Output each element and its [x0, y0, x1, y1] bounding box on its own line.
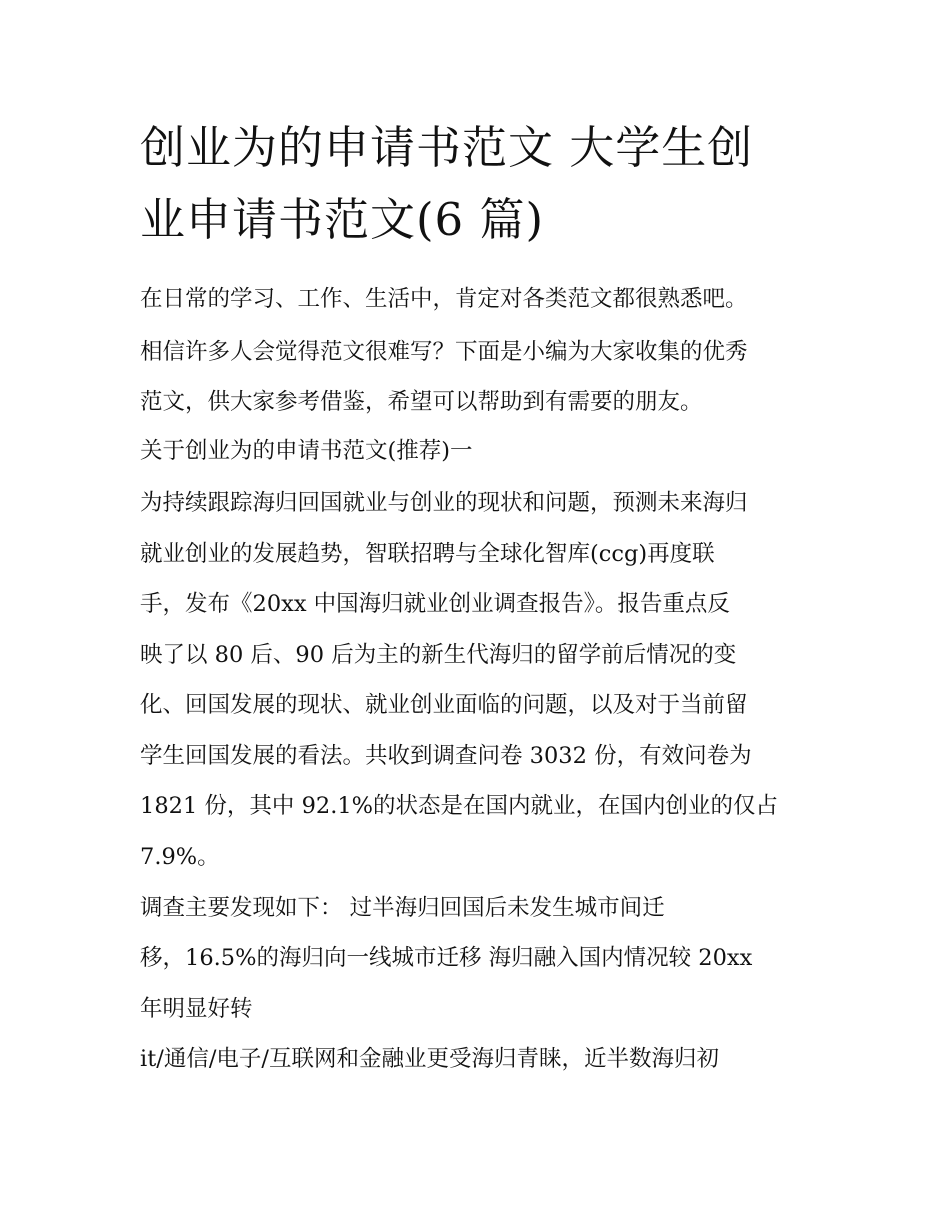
body-line: 映了以 80 后、90 后为主的新生代海归的留学前后情况的变 — [140, 642, 737, 668]
body-line: 化、回国发展的现状、就业创业面临的问题，以及对于当前留 — [140, 692, 748, 718]
body-line: 1821 份，其中 92.1%的状态是在国内就业，在国内创业的仅占 — [140, 793, 779, 819]
body-line: 在日常的学习、工作、生活中，肯定对各类范文都很熟悉吧。 — [140, 286, 748, 312]
document-title — [140, 112, 830, 256]
body-line: it/通信/电子/互联网和金融业更受海归青睐，近半数海归初 — [140, 1046, 719, 1072]
body-line: 调查主要发现如下： 过半海归回国后未发生城市间迁 — [140, 895, 665, 921]
body-line: 学生回国发展的看法。共收到调查问卷 3032 份，有效问卷为 — [140, 743, 752, 769]
title-line-2: 业申请书范文(6 篇) — [140, 193, 545, 246]
body-line: 就业创业的发展趋势，智联招聘与全球化智库(ccg)再度联 — [140, 541, 715, 567]
body-line: 移，16.5%的海归向一线城市迁移 海归融入国内情况较 20xx — [140, 945, 753, 971]
body-line: 为持续跟踪海归回国就业与创业的现状和问题，预测未来海归 — [140, 490, 748, 516]
body-line: 手，发布《20xx 中国海归就业创业调查报告》。报告重点反 — [140, 591, 730, 617]
body-line: 范文，供大家参考借鉴，希望可以帮助到有需要的朋友。 — [140, 389, 703, 415]
body-line: 7.9%。 — [140, 844, 220, 870]
section-heading: 关于创业为的申请书范文(推荐)一 — [140, 438, 473, 464]
title-line-1: 创业为的申请书范文 大学生创 — [140, 121, 754, 174]
body-line: 相信许多人会觉得范文很难写？下面是小编为大家收集的优秀 — [140, 339, 748, 365]
body-line: 年明显好转 — [140, 996, 253, 1022]
